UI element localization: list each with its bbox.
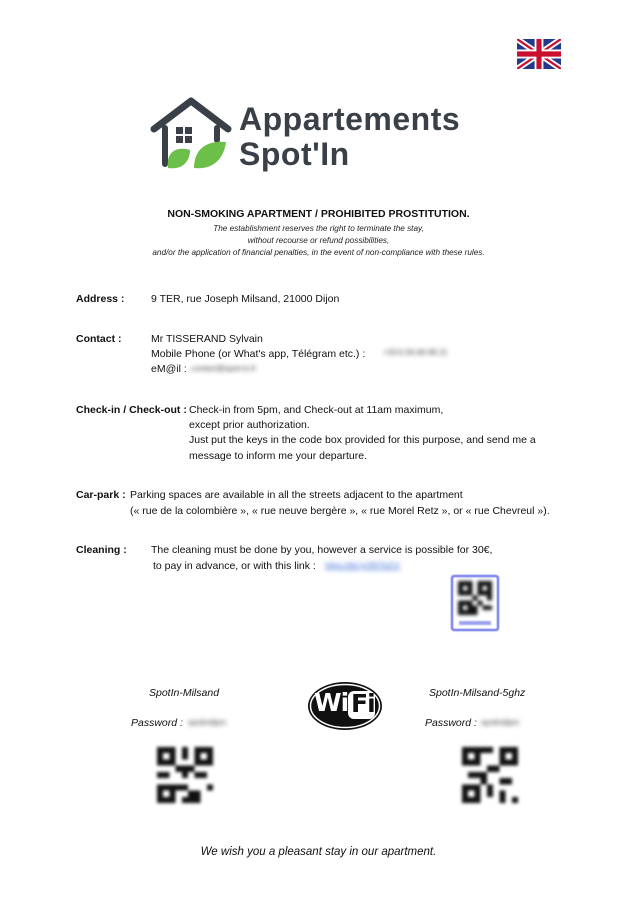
- checkin-line: message to inform me your departure.: [189, 450, 367, 462]
- uk-flag-icon[interactable]: [517, 39, 561, 69]
- carpark-line: Parking spaces are available in all the streets adjacent to the apartment: [130, 489, 463, 501]
- payment-qr-code-icon: [458, 581, 492, 615]
- brand-name-line1: Appartements: [239, 101, 461, 137]
- rules-line: without recourse or refund possibilities,: [247, 236, 390, 245]
- wifi-logo-text-left: Wi: [314, 688, 349, 717]
- checkin-line: except prior authorization.: [189, 419, 310, 431]
- wifi-logo-text-right: Fi: [351, 689, 375, 718]
- wifi-5ghz-qr-code-icon[interactable]: [462, 747, 518, 803]
- carpark-label: Car-park :: [76, 489, 126, 501]
- closing-message: We wish you a pleasant stay in our apartment.: [200, 846, 437, 858]
- wifi-network-name-1: SpotIn-Milsand: [149, 687, 220, 699]
- rules-line: and/or the application of financial penalties, in the event of non-compliance with these rules.: [152, 248, 485, 257]
- rules-line: The establishment reserves the right to terminate the stay,: [213, 224, 424, 233]
- brand-name-line2: Spot'In: [239, 136, 350, 172]
- cleaning-label: Cleaning :: [76, 544, 127, 556]
- house-leaf-logo-icon: [150, 96, 232, 172]
- payment-qr-frame[interactable]: [451, 575, 499, 631]
- cleaning-payment-link[interactable]: https://bit.ly/3NTbZrV: [325, 561, 401, 570]
- email-label: eM@il :: [151, 363, 187, 375]
- phone-value: +33.6.56.66.68.21: [383, 348, 448, 357]
- checkin-label: Check-in / Check-out :: [76, 404, 187, 416]
- email-value: contact@spot-in.fr: [191, 364, 257, 373]
- cleaning-line: to pay in advance, or with this link :: [153, 560, 316, 572]
- checkin-line: Just put the keys in the code box provided for this purpose, and send me a: [189, 434, 536, 446]
- address-value: 9 TER, rue Joseph Milsand, 21000 Dijon: [151, 293, 340, 305]
- carpark-line: (« rue de la colombière », « rue neuve bergère », « rue Morel Retz », or « rue Chevreul »).: [130, 505, 550, 517]
- address-label: Address :: [76, 293, 125, 305]
- password-value-1: spotindijon: [188, 718, 227, 727]
- wifi-network-name-2: SpotIn-Milsand-5ghz: [429, 687, 526, 699]
- wifi-qr-code-icon[interactable]: [157, 747, 213, 803]
- phone-label: Mobile Phone (or What's app, Télégram etc.) :: [151, 348, 366, 360]
- contact-name: Mr TISSERAND Sylvain: [151, 333, 263, 345]
- password-value-2: spotindijon: [481, 718, 520, 727]
- contact-label: Contact :: [76, 333, 122, 345]
- cleaning-line: The cleaning must be done by you, however a service is possible for 30€,: [151, 544, 493, 556]
- checkin-line: Check-in from 5pm, and Check-out at 11am maximum,: [189, 404, 444, 416]
- password-label-1: Password :: [131, 717, 183, 729]
- rules-headline: NON-SMOKING APARTMENT / PROHIBITED PROSTITUTION.: [167, 208, 470, 220]
- password-label-2: Password :: [425, 717, 477, 729]
- wifi-logo-icon: [306, 679, 384, 731]
